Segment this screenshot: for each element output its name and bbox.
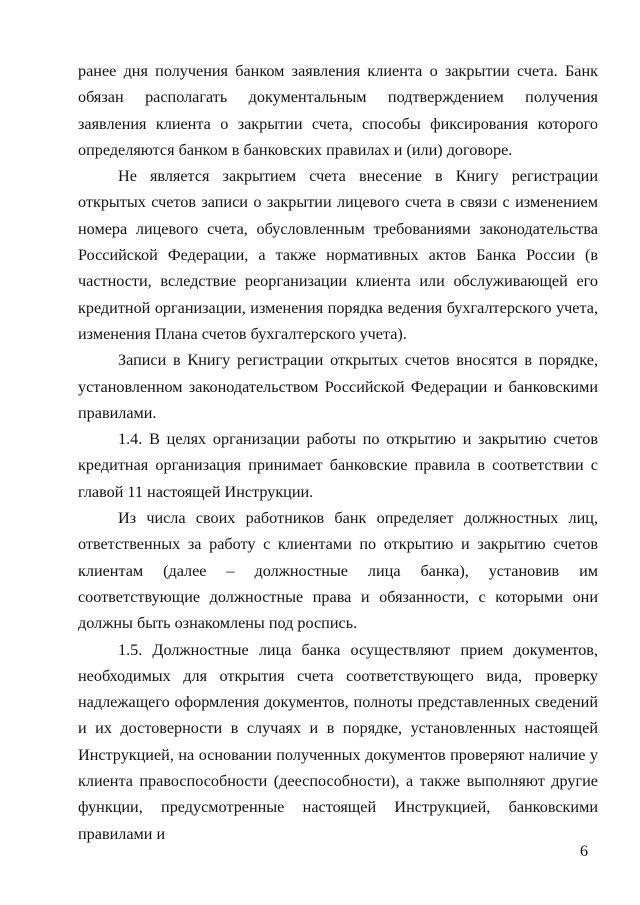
paragraph-section-1-4: 1.4. В целях организации работы по открытию и закрытию счетов кредитная организация принимает банковские правила в соответствии с главой 11 настоящей Инструкции. (78, 430, 598, 501)
paragraph-responsible-officers: Из числа своих работников банк определяет должностных лиц, ответственных за работу с клиентами по открытию и закрытию счетов клиентам (далее – должностные лица банка), установив им соответствующие должностные права и обязанности, с которыми они должны быть ознакомлены под роспись. (78, 509, 598, 633)
page-number: 6 (580, 843, 588, 860)
document-body (78, 58, 598, 847)
paragraph-registry-entries: Записи в Книгу регистрации открытых счетов вносятся в порядке, установленном законодательством Российской Федерации и банковскими правилами. (78, 351, 598, 422)
paragraph-section-1-5: 1.5. Должностные лица банка осуществляют прием документов, необходимых для открытия счета соответствующего вида, проверку надлежащего оформления документов, полноты представленных сведений и их достоверности в случаях и в порядке, установленных настоящей Инструкцией, на основании полученных документов проверяют наличие у клиента правоспособности (дееспособности), а также выполняют другие функции, предусмотренные настоящей Инструкцией, банковскими правилами и (78, 640, 598, 843)
paragraph-account-closure-note: Не является закрытием счета внесение в Книгу регистрации открытых счетов записи о закрытии лицевого счета в связи с изменением номера лицевого счета, обусловленным требованиями законодательства Российской Федерации, а также нормативных актов Банка России (в частности, вследствие реорганизации клиента или обслуживающей его кредитной организации, изменения порядка ведения бухгалтерского учета, изменения Плана счетов бухгалтерского учета). (78, 167, 598, 343)
paragraph-continuation: ранее дня получения банком заявления клиента о закрытии счета. Банк обязан располагать документальным подтверждением получения заявления клиента о закрытии счета, способы фиксирования которого определяются банком в банковских правилах и (или) договоре. (78, 62, 598, 159)
